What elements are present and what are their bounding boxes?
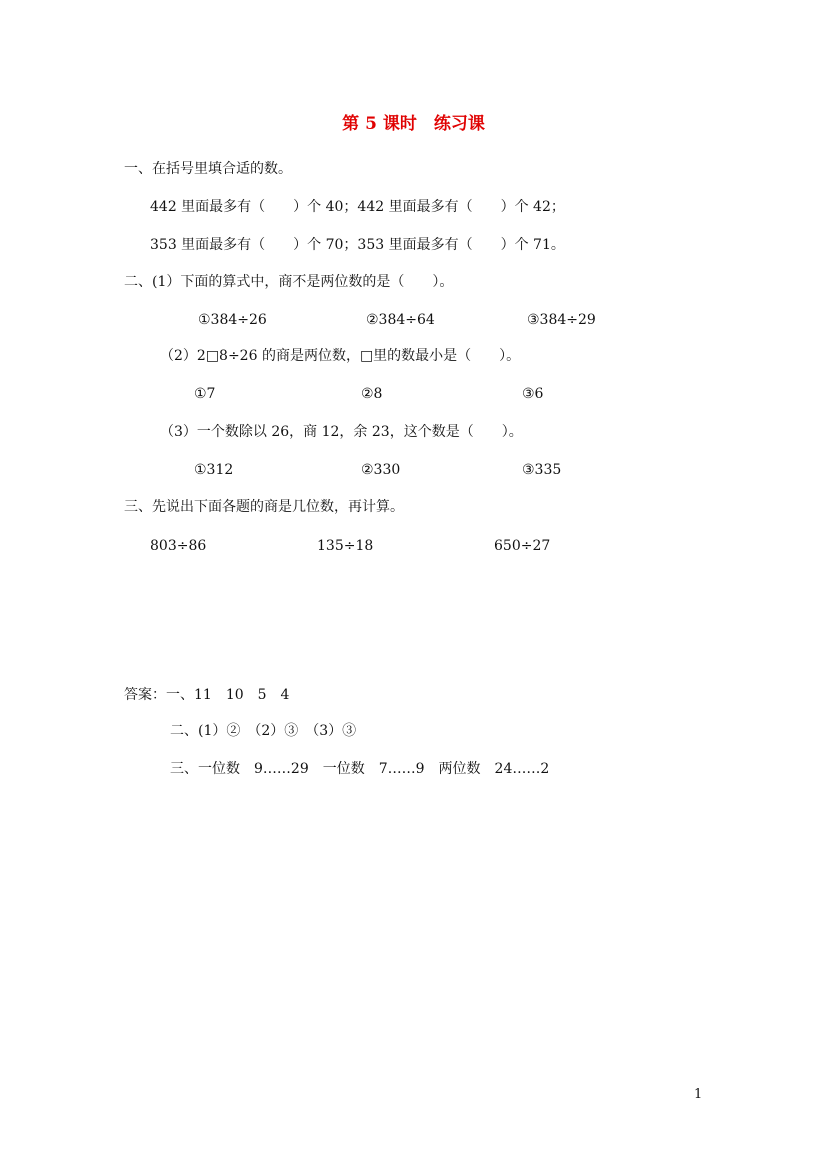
answers-line3: 三、一位数 9……29 一位数 7……9 两位数 24……2 [170, 761, 550, 777]
section3-problem-1: 803÷86 [150, 538, 207, 554]
section2-q1: 二、(1）下面的算式中，商不是两位数的是（ ）。 [124, 274, 454, 290]
answers-line2: 二、(1）② （2）③ （3）③ [170, 723, 357, 739]
section1-heading: 一、在括号里填合适的数。 [124, 161, 292, 177]
section2-q3: （3）一个数除以 26，商 12，余 23，这个数是（ ）。 [160, 424, 523, 440]
q1-option-1: ①384÷26 [198, 312, 267, 328]
q1-option-2: ②384÷64 [366, 312, 435, 328]
q2-option-2: ②8 [361, 386, 383, 402]
q1-option-3: ③384÷29 [527, 312, 596, 328]
section3-problem-2: 135÷18 [317, 538, 374, 554]
page-number: 1 [694, 1087, 703, 1102]
section1-line2: 353 里面最多有（ ）个 70；353 里面最多有（ ）个 71。 [150, 237, 565, 253]
section2-q2: （2）2□8÷26 的商是两位数，□里的数最小是（ ）。 [160, 348, 521, 364]
q3-option-2: ②330 [361, 462, 401, 478]
q3-option-1: ①312 [194, 462, 234, 478]
answers-line1: 答案：一、11 10 5 4 [124, 687, 290, 703]
q2-option-1: ①7 [194, 386, 216, 402]
section3-heading: 三、先说出下面各题的商是几位数，再计算。 [124, 499, 404, 515]
q2-option-3: ③6 [522, 386, 544, 402]
section3-problem-3: 650÷27 [494, 538, 551, 554]
section1-line1: 442 里面最多有（ ）个 40；442 里面最多有（ ）个 42； [150, 199, 565, 215]
lesson-title: 第 5 课时 练习课 [342, 114, 485, 134]
q3-option-3: ③335 [522, 462, 562, 478]
